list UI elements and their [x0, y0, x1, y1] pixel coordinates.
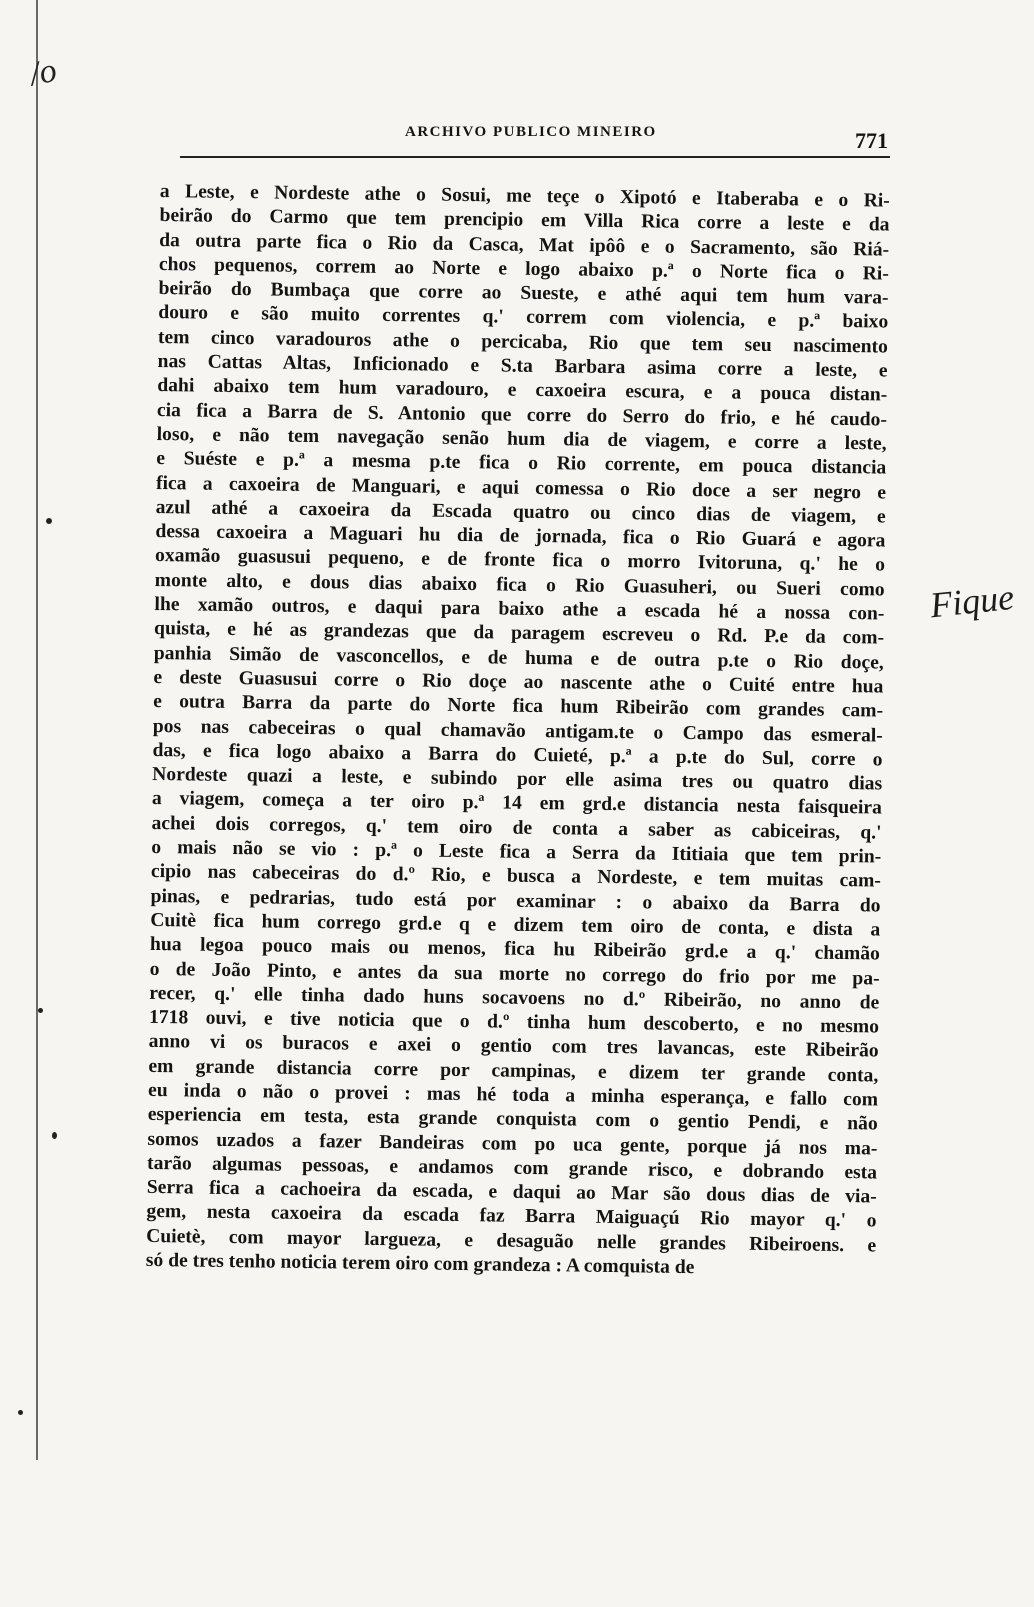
text-line: somos uzados a fazer Bandeiras com po uca gente, porque já nos ma-	[147, 1128, 878, 1160]
text-line: e outra Barra da parte do Norte fica hum Ribeirão com grandes cam-	[153, 691, 884, 722]
text-line: dahi abaixo tem hum varadouro, e caxoeira escura, e a pouca distan-	[157, 375, 888, 406]
margin-speck	[46, 518, 52, 524]
text-line: recer, q.' elle tinha dado huns socavoens no d.º Ribeirão, no anno de	[149, 982, 880, 1014]
text-line: loso, e não tem navegação senão hum dia de viagem, e corre a leste,	[156, 423, 887, 455]
text-line: tarão algumas pessoas, e andamos com grande risco, e dobrando esta	[146, 1152, 878, 1184]
margin-speck	[38, 1008, 43, 1013]
text-line: nas Cattas Altas, Inficionado e S.ta Barbara asima corre a leste, e	[157, 351, 888, 382]
text-line: anno vi os buracos e axei o gentio com tres lavancas, este Ribeirão	[148, 1031, 879, 1062]
text-line: Nordeste quazi a leste, e subindo por elle asima tres ou quatro dias	[152, 764, 883, 795]
text-line: chos pequenos, correm ao Norte e logo abaixo p.ª o Norte fica o Ri-	[158, 253, 889, 285]
text-line: beirão do Bumbaça que corre ao Sueste, e athé aqui tem hum vara-	[158, 278, 889, 309]
text-line: panhia Simão de vasconcellos, e de huma e de outra p.te o Rio doçe,	[153, 642, 884, 674]
text-line: cipio nas cabeceiras do d.º Rio, e busca a Nordeste, e tem muitas cam-	[150, 861, 882, 892]
text-line: a Leste, e Nordeste athe o Sosui, me teçe o Xipotó e Itaberaba e o Ri-	[159, 180, 890, 212]
text-line: oxamão guasusui pequeno, e de fronte fica o morro Ivitoruna, q.' he o	[154, 545, 886, 576]
margin-speck	[52, 1132, 57, 1139]
text-line: monte alto, e dous dias abaixo fica o Rio Guasuheri, ou Sueri como	[154, 569, 885, 601]
binding-edge	[36, 0, 38, 1460]
text-line: hua legoa pouco mais ou menos, fica hu Ribeirão grd.e a q.' chamão	[149, 934, 881, 965]
text-line: e Suéste e p.ª a mesma p.te fica o Rio corrente, em pouca distancia	[156, 448, 887, 479]
text-line: Serra fica a cachoeira da escada, e daqui ao Mar são dous dias de via-	[146, 1177, 877, 1208]
text-line: o mais não se vio : p.ª o Leste fica a Serra da Ititiaia que tem prin-	[151, 836, 882, 868]
text-line: quista, e hé as grandezas que da paragem escreveu o Rd. P.e da com-	[153, 618, 885, 649]
handwritten-margin-note: Fique	[928, 576, 1016, 626]
text-line: gem, nesta caxoeira da escada faz Barra Maiguaçú Rio mayor q.' o	[146, 1201, 877, 1232]
text-line: da outra parte fica o Rio da Casca, Mat ipôô e o Sacramento, são Riá-	[159, 229, 890, 261]
running-title: ARCHIVO PUBLICO MINEIRO	[405, 124, 657, 140]
header-rule	[180, 156, 890, 158]
page-header	[180, 124, 900, 164]
text-line: cia fica a Barra de S. Antonio que corre do Serro do frio, e hé caudo-	[156, 399, 888, 431]
text-line: só de tres tenho noticia terem oiro com grandeza : A comquista de	[145, 1249, 695, 1279]
text-line: Cuitè fica hum corrego grd.e q e dizem tem oiro de conta, e dista a	[150, 909, 881, 941]
text-line: o de João Pinto, e antes da sua morte no corrego do frio por me pa-	[149, 958, 880, 989]
text-line: douro e são muito correntes q.' correm com violencia, e p.ª baixo	[158, 302, 889, 334]
text-line: esperiencia em testa, esta grande conquista com o gentio Pendi, e não	[147, 1104, 878, 1135]
text-line: Cuietè, com mayor largueza, e desaguão nelle grandes Ribeiroens. e	[146, 1225, 877, 1257]
text-line: dessa caxoeira a Maguari hu dia de jornada, fica o Rio Guará e agora	[155, 521, 886, 552]
text-line: lhe xamão outros, e daqui para baixo athe a escada hé a nossa con-	[154, 594, 885, 625]
text-line: pos nas cabeceiras o qual chamavão antigam.te o Campo das esmeral-	[152, 715, 883, 747]
text-line: 1718 ouvi, e tive noticia que o d.º tinha hum descoberto, e no mesmo	[148, 1007, 880, 1038]
handwritten-corner-note: /o	[26, 51, 60, 94]
text-line: beirão do Carmo que tem prencipio em Villa Rica corre a leste e da	[159, 205, 890, 236]
text-line: a viagem, começa a ter oiro p.ª 14 em grd.e distancia nesta faisqueira	[151, 788, 882, 819]
text-line: pinas, e pedrarias, tudo está por examinar : o abaixo da Barra do	[150, 885, 881, 917]
text-line: das, e fica logo abaixo a Barra do Cuieté, p.ª a p.te do Sul, corre o	[152, 739, 883, 771]
text-line: tem cinco varadouros athe o percicaba, Rio que tem seu nascimento	[157, 326, 889, 358]
text-line: achei dois corregos, q.' tem oiro de conta a saber as cabiceiras, q.'	[151, 812, 882, 844]
text-line: azul athé a caxoeira da Escada quatro ou cinco dias de viagem, e	[155, 496, 886, 528]
text-line: em grande distancia corre por campinas, e dizem ter grande conta,	[148, 1055, 879, 1087]
text-line: eu inda o não o provei : mas hé toda a minha esperança, e fallo com	[147, 1079, 879, 1111]
body-text	[146, 180, 890, 1283]
page-number: 771	[855, 128, 888, 153]
text-line: fica a caxoeira de Manguari, e aqui comessa o Rio doce a ser negro e	[155, 472, 887, 504]
text-line: e deste Guasusui corre o Rio doçe ao nascente athe o Cuité entre hua	[153, 666, 884, 698]
margin-speck	[18, 1410, 23, 1415]
